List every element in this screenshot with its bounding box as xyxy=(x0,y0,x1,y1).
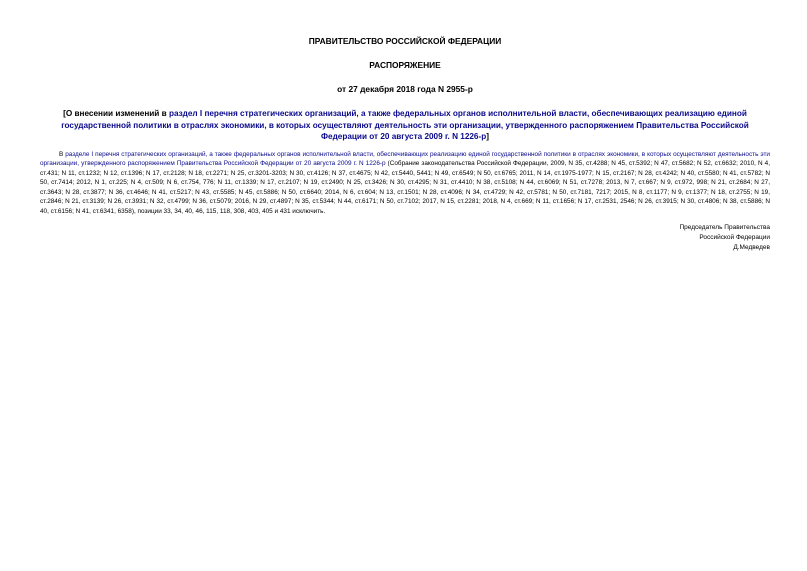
title-close-bracket: ] xyxy=(486,132,489,141)
document-title xyxy=(40,108,770,143)
signature-name: Д.Медведев xyxy=(733,243,770,251)
document-date-number: от 27 декабря 2018 года N 2955-р xyxy=(337,84,473,94)
signature-block xyxy=(40,223,770,252)
document-type: РАСПОРЯЖЕНИЕ xyxy=(369,60,441,70)
body-paragraph xyxy=(40,150,770,217)
title-link-section[interactable]: раздел I перечня стратегических организаций, а также федеральных органов исполнительной власти, обеспечивающих реализацию единой государственной политики в отраслях экономики, в которых осуществляют деятельность эти организации, утвержденного распоряжением Правительства Российской Федерации от 20 августа 2009 г. N 1226-р xyxy=(61,109,749,141)
title-text: О внесении изменений в xyxy=(65,109,169,118)
document-page xyxy=(40,36,770,252)
body-link-section[interactable]: разделе I перечня стратегических организаций, а также федеральных органов исполнительной власти, обеспечивающих реализацию единой государственной политики в отраслях экономики, в которых осуществляют деятельность эти организации, утвержденного распоряжением Правительства Российской Федерации от 20 августа 2009 г. N 1226-р xyxy=(40,150,770,167)
signature-position: Председатель Правительства xyxy=(679,224,770,231)
signature-org: Российской Федерации xyxy=(699,233,770,241)
body-pre-link: В xyxy=(59,150,66,158)
body-post-link: (Собрание законодательства Российской Федерации, 2009, N 35, ст.4288; N 45, ст.5392; N 47, ст.5682; N 52, ст.6632; 2010, N 4, ст.431; N 11, ст.1232; N 12, ст.1396; N 17, ст.2128; N 18, ст.2271; N 25, ст.3201-3203; N 30, ст.4126; N 37, ст.4675; N 42, ст.5440, 5441; N 49, ст.6549; N 50, ст.6765; 2011, N 14, ст.1975-1977; N 15, ст.2167; N 28, ст.4242; N 40, ст.5580; N 41, ст.5782; N 50, ст.7414; 2012, N 1, ст.225; N 4, ст.509; N 6, ст.754, 776; N 11, ст.1339; N 17, ст.2107; N 19, ст.2490; N 25, ст.3426; N 30, ст.4295; N 31, ст.4410; N 38, ст.5108; N 44, ст.6069; N 51, ст.7278; 2013, N 7, ст.667; N 9, ст.972, 998; N 21, ст.2684; N 27, ст.3643; N 28, ст.3877; N 36, ст.4646; N 41, ст.5217; N 43, ст.5585; N 45, ст.5886; N 50, ст.6640; 2014, N 6, ст.604; N 13, ст.1501; N 28, ст.4096; N 34, ст.4729; N 42, ст.5781; N 50, ст.7181, 7217; 2015, N 8, ст.1177; N 9, ст.1377; N 18, ст.2755; N 19, ст.2846; N 21, ст.3139; N 26, ст.3931; N 32, ст.4799; N 36, ст.5079; 2016, N 29, ст.4897; N 35, ст.5344; N 44, ст.6171; N 50, ст.7102; 2017, N 15, ст.2281; 2018, N 4, ст.669; N 11, ст.1656; N 17, ст.2531, 2546; N 26, ст.3915; N 30, ст.4806; N 38, ст.5886; N 40, ст.6156; N 41, ст.6341, 6358), позиции 33, 34, 40, 46, 115, 118, 308, 403, 405 и 431 исключить. xyxy=(40,160,770,215)
title-open-bracket: [ xyxy=(63,109,66,118)
government-header: ПРАВИТЕЛЬСТВО РОССИЙСКОЙ ФЕДЕРАЦИИ xyxy=(308,36,502,46)
